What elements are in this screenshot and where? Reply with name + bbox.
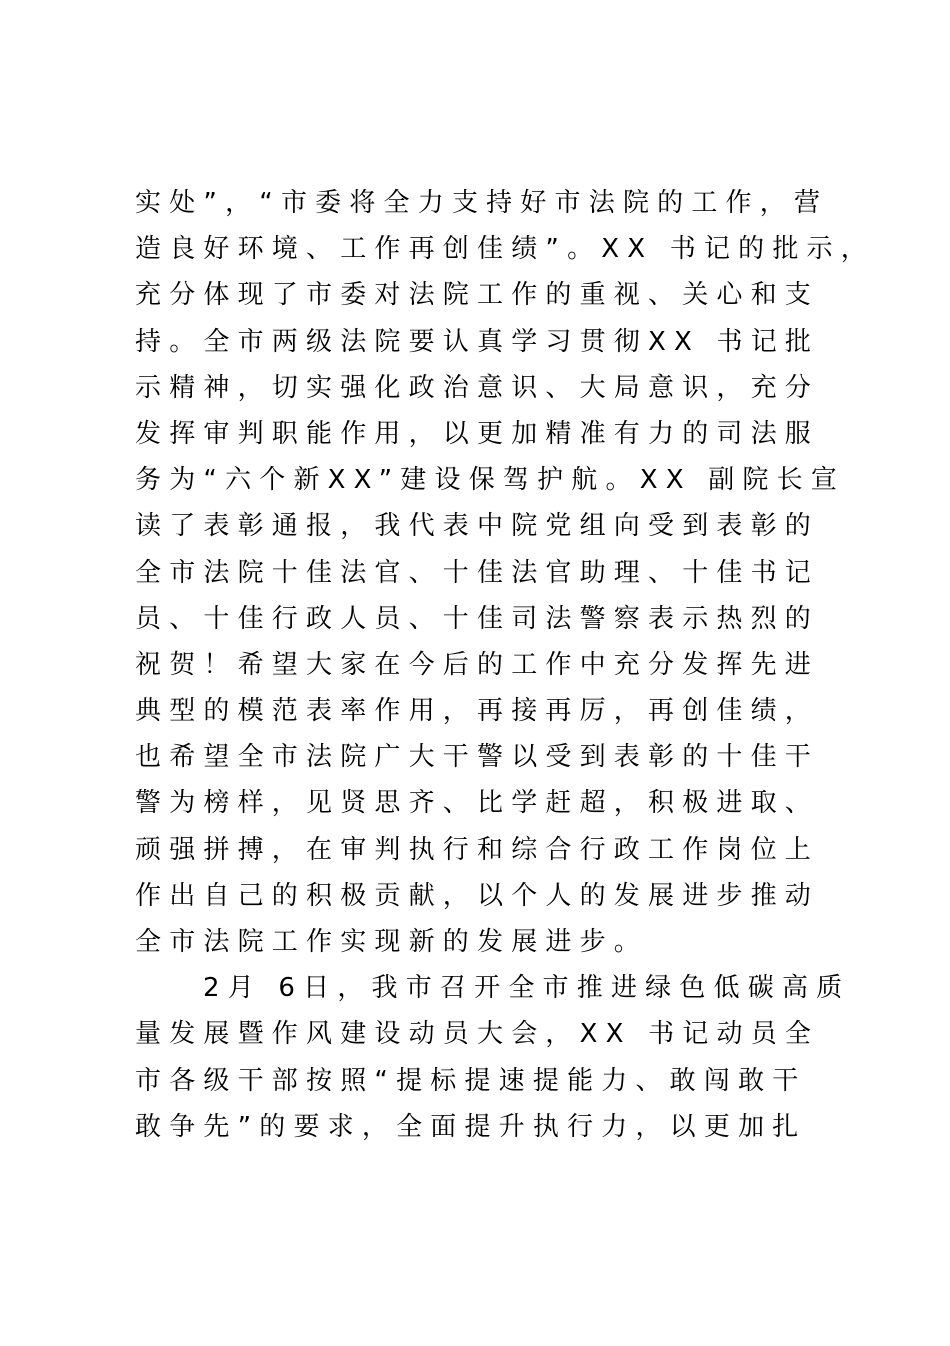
text-line: 敢争先”的要求，全面提升执行力，以更加扎 (135, 1111, 807, 1142)
text-line: 顽强拼搏，在审判执行和综合行政工作岗位上 (135, 834, 820, 865)
text-line: 祝贺！希望大家在今后的工作中充分发挥先进 (135, 649, 820, 680)
text-line: 全市法院工作实现新的发展进步。 (135, 927, 649, 957)
text-line: 全市法院十佳法官、十佳法官助理、十佳书记 (135, 557, 820, 588)
text-line: 市各级干部按照“提标提速提能力、敢闯敢干 (135, 1065, 807, 1096)
text-line: 示精神，切实强化政治意识、大局意识，充分 (135, 372, 820, 403)
text-line: 持。全市两级法院要认真学习贯彻XX 书记批 (135, 326, 820, 357)
text-line: 务为“六个新XX”建设保驾护航。XX 副院长宣 (135, 465, 845, 496)
text-line: 作出自己的积极贡献，以个人的发展进步推动 (135, 880, 820, 911)
text-line: 员、十佳行政人员、十佳司法警察表示热烈的 (135, 603, 820, 634)
text-line: 警为榜样，见贤思齐、比学赶超，积极进取、 (135, 788, 820, 819)
text-line: 读了表彰通报，我代表中院党组向受到表彰的 (135, 511, 820, 542)
text-line: 也希望全市法院广大干警以受到表彰的十佳干 (135, 742, 820, 773)
paragraph-start-line: 2月 6日，我市召开全市推进绿色低碳高质 (203, 973, 851, 1004)
text-line: 造良好环境、工作再创佳绩”。XX 书记的批示， (135, 234, 875, 265)
text-line: 发挥审判职能作用，以更加精准有力的司法服 (135, 418, 820, 449)
body-text (135, 180, 875, 1150)
text-line: 充分体现了市委对法院工作的重视、关心和支 (135, 280, 820, 311)
text-line: 量发展暨作风建设动员大会，XX 书记动员全 (135, 1019, 820, 1050)
text-line: 典型的模范表率作用，再接再厉，再创佳绩， (135, 696, 820, 727)
text-line: 实处”，“市委将全力支持好市法院的工作，营 (135, 188, 829, 218)
